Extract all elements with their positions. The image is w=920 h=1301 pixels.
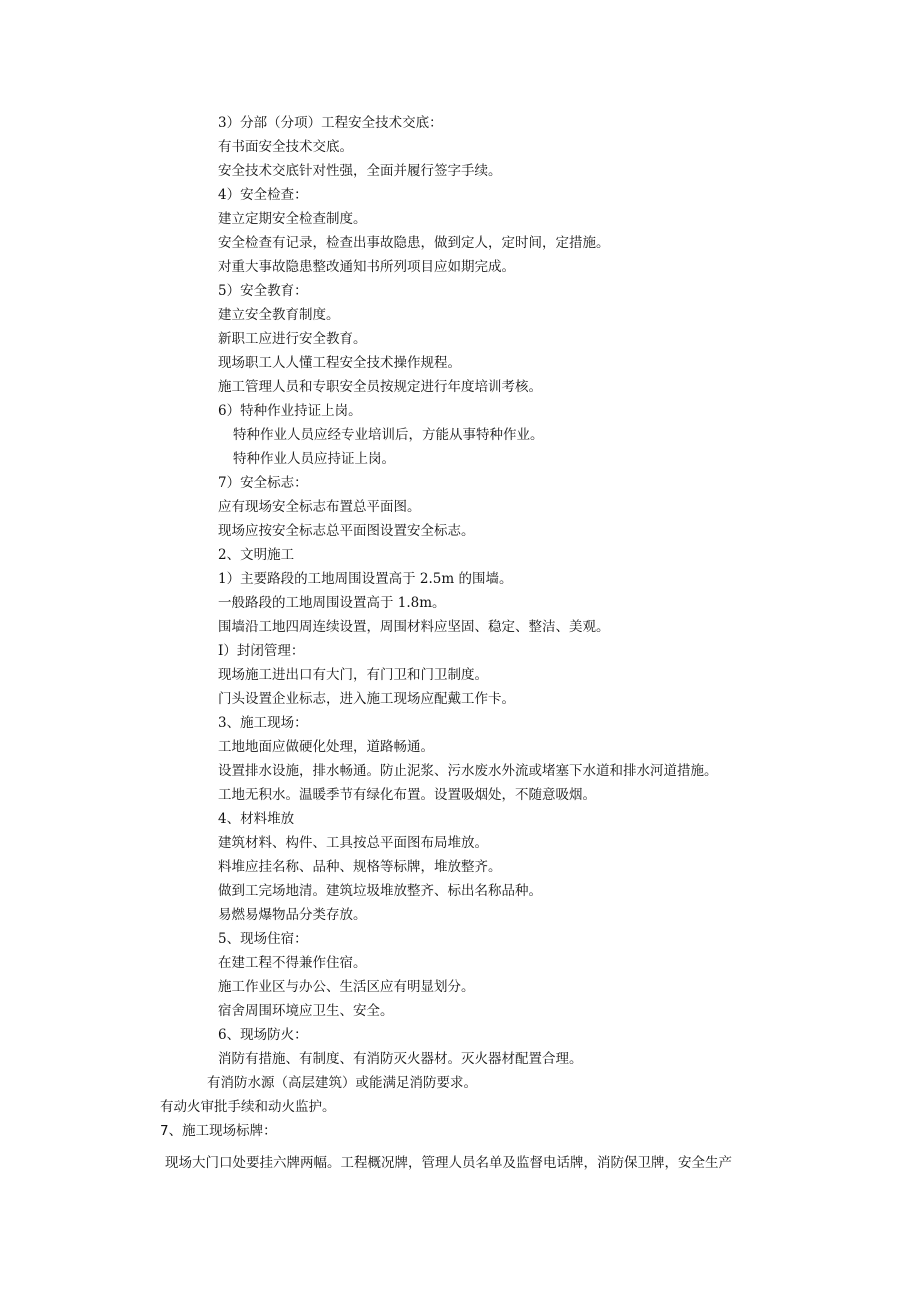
text-line: 现场应按安全标志总平面图设置安全标志。 [218,523,475,539]
text-line: 建立定期安全检查制度。 [218,211,367,227]
section-heading: 4、材料堆放 [218,811,295,827]
text-line: 现场大门口处要挂六牌两幅。工程概况牌，管理人员名单及监督电话牌，消防保卫牌，安全生产 [165,1155,732,1171]
section-heading: 2、文明施工 [218,547,295,563]
text-line: 易燃易爆物品分类存放。 [218,907,367,923]
section-heading: 7、施工现场标牌： [160,1123,277,1139]
text-line: 特种作业人员应持证上岗。 [233,451,395,467]
text-line: 施工作业区与办公、生活区应有明显划分。 [218,979,475,995]
text-line: 一般路段的工地周围设置高于 1.8m。 [218,595,446,611]
section-heading: 6、现场防火： [218,1027,308,1043]
text-line: 有书面安全技术交底。 [218,139,353,155]
text-line: 现场职工人人懂工程安全技术操作规程。 [218,355,461,371]
text-line: 工地无积水。温暖季节有绿化布置。设置吸烟处，不随意吸烟。 [218,787,596,803]
text-line: 4）安全检查： [218,187,308,203]
section-heading: 3、施工现场： [218,715,308,731]
text-line: 施工管理人员和专职安全员按规定进行年度培训考核。 [218,379,542,395]
text-line: 建筑材料、构件、工具按总平面图布局堆放。 [218,835,488,851]
text-line: 料堆应挂名称、品种、规格等标牌，堆放整齐。 [218,859,502,875]
text-line: 6）特种作业持证上岗。 [218,403,362,419]
text-line: 1）主要路段的工地周围设置高于 2.5m 的围墙。 [218,571,513,587]
text-line: 对重大事故隐患整改通知书所列项目应如期完成。 [218,259,515,275]
text-line: 现场施工进出口有大门，有门卫和门卫制度。 [218,667,488,683]
text-line: 有动火审批手续和动火监护。 [160,1099,336,1115]
text-line: 安全检查有记录，检查出事故隐患，做到定人，定时间，定措施。 [218,235,610,251]
section-heading: 5、现场住宿： [218,931,308,947]
text-line: 建立安全教育制度。 [218,307,340,323]
text-line: 安全技术交底针对性强，全面并履行签字手续。 [218,163,502,179]
text-line: 7）安全标志： [218,475,308,491]
text-line: 特种作业人员应经专业培训后，方能从事特种作业。 [233,427,544,443]
text-line: 围墙沿工地四周连续设置，周围材料应坚固、稳定、整洁、美观。 [218,619,610,635]
text-line: 工地地面应做硬化处理，道路畅通。 [218,739,434,755]
text-line: 设置排水设施，排水畅通。防止泥浆、污水废水外流或堵塞下水道和排水河道措施。 [218,763,718,779]
text-line: I）封闭管理： [218,643,305,659]
text-line: 消防有措施、有制度、有消防灭火器材。灭火器材配置合理。 [218,1051,583,1067]
text-line: 门头设置企业标志，进入施工现场应配戴工作卡。 [218,691,515,707]
text-line: 5）安全教育： [218,283,308,299]
text-line: 应有现场安全标志布置总平面图。 [218,499,421,515]
text-line: 做到工完场地清。建筑垃圾堆放整齐、标出名称品种。 [218,883,542,899]
text-line: 在建工程不得兼作住宿。 [218,955,367,971]
text-line: 宿舍周围环境应卫生、安全。 [218,1003,394,1019]
text-line: 3）分部（分项）工程安全技术交底： [218,115,443,131]
text-line: 有消防水源（高层建筑）或能满足消防要求。 [207,1075,477,1091]
text-line: 新职工应进行安全教育。 [218,331,367,347]
